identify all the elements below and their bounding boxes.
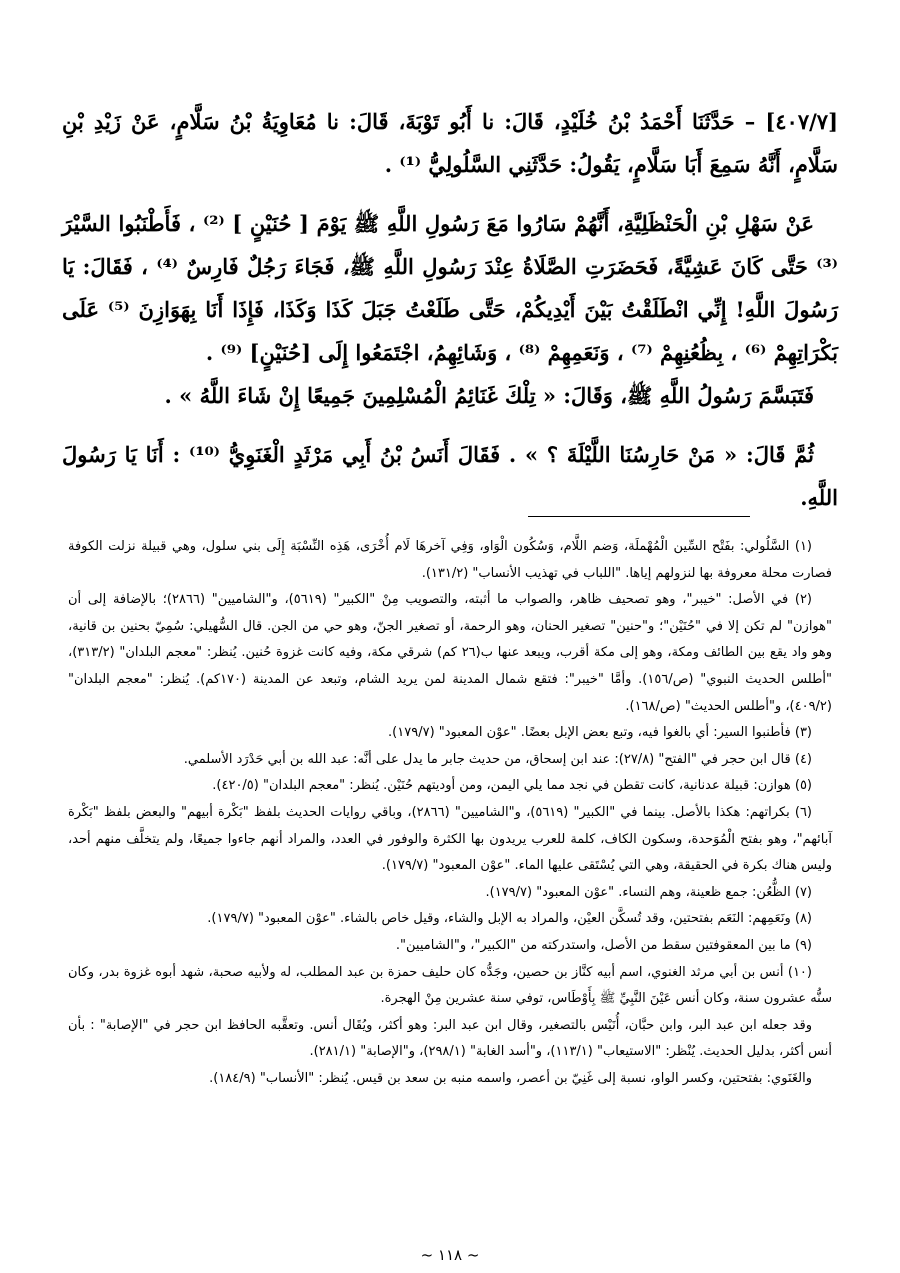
footnotes-section <box>68 534 832 1092</box>
footnote-continuation: وقد جعله ابن عبد البر، وابن حبَّان، أُنَيْس بالتصغير، وقال ابن عبد البر: وهو أكثر، ويُقَال أنس. وتعقَّبه الحافظ ابن حجر في "الإصابة" : بأن أنس أكثر، بدليل الحديث. يُنْظر: "الاستيعاب" (١١٣/١)، و"أسد الغابة" (٢٩٨/١)، و"الإصابة" (٢٨١/١). <box>68 1017 832 1060</box>
footnote: (٩) ما بين المعقوفتين سقط من الأصل، واستدركته من "الكبير"، و"الشاميين". <box>395 937 812 953</box>
page-number: ~ ١١٨ ~ <box>420 1246 480 1264</box>
footnote: (٧) الظُّعُن: جمع ظعينة، وهم النساء. "عوْن المعبود" (١٧٩/٧). <box>485 884 812 900</box>
footnote: (٦) بكراتهم: هكذا بالأصل. بينما في "الكبير" (٥٦١٩)، و"الشاميين" (٢٨٦٦)، وباقي روايات الحديث بلفظ "بَكْرة أبيهم" والبعض بلفظ "بَكْرة آبائهم"، وهو بفتح الْمُوَحدة، وسكون الكاف، كلمة للعرب يريدون بها الكثرة والوفور في العدد، والمراد أنهم جاءوا جميعًا، ولم يتخلَّف منهم أحد، وليس هناك بكرة في الحقيقة، وهي التي يُسْتَقى عليها الماء. "عوْن المعبود" (١٧٩/٧). <box>68 804 832 874</box>
footnote-continuation: والغَنَوي: بفتحتين، وكسر الواو، نسبة إلى غَنِيّ بن أعصر، واسمه منبه بن سعد بن قيس. يُنظر: "الأنساب" (١٨٤/٩). <box>209 1070 812 1086</box>
footnote: (٤) قال ابن حجر في "الفتح" (٢٧/٨): عند ابن إسحاق، من حديث جابر ما يدل على أنَّه: عبد الله بن أبي حَدْرَد الأسلمي. <box>183 751 812 767</box>
hadith-matn-paragraph: عَنْ سَهْلِ بْنِ الْحَنْظَلِيَّةِ، أَنَّهُمْ سَارُوا مَعَ رَسُولِ اللَّهِ ﷺ يَوْمَ [ حُنَيْنٍ ] ⁽²⁾ ، فَأَطْنَبُوا السَّيْرَ ⁽³⁾ حَتَّى كَانَ عَشِيَّةً، فَحَضَرَتِ الصَّلَاةُ عِنْدَ رَسُولِ اللَّهِ ﷺ، فَجَاءَ رَجُلٌ فَارِسٌ ⁽⁴⁾ ، فَقَالَ: يَا رَسُولَ اللَّهِ! إِنِّي انْطَلَقْتُ بَيْنَ أَيْدِيكُمْ، حَتَّى طَلَعْتُ جَبَلَ كَذَا وَكَذَا، فَإِذَا أَنَا بِهَوَازِنَ ⁽⁵⁾ عَلَى بَكْرَاتِهِمْ ⁽⁶⁾ ، بِظُعُنِهِمْ ⁽⁷⁾ ، وَنَعَمِهِمْ ⁽⁸⁾ ، وَشَائِهِمُ، اجْتَمَعُوا إِلَى [حُنَيْنٍ] ⁽⁹⁾ . <box>62 211 838 365</box>
footnote: (٥) هوازن: قبيلة عدنانية، كانت تقطن في نجد مما يلي اليمن، ومن أوديتهم حُنَيْن. يُنظر: "معجم البلدان" (٤٢٠/٥). <box>212 778 812 794</box>
footnote-separator <box>528 516 750 517</box>
hadith-matn-paragraph: فَتَبَسَّمَ رَسُولُ اللَّهِ ﷺ، وَقَالَ: « تِلْكَ غَنَائِمُ الْمُسْلِمِينَ جَمِيعًا إِنْ شَاءَ اللَّهُ » . <box>164 383 814 408</box>
footnote: (١٠) أنس بن أبي مرثد الغنوي، اسم أبيه كنَّاز بن حصين، وجَدُّه كان حليف حمزة بن عبد المطلب، له ولأبيه صحبة، شهد أبوه غزوة بدر، وكان سنُّه عشرون سنة، وكان أنس عَيْنَ النَّبِيِّ ﷺ بِأَوْطَاس، توفي سنة عشرين مِنْ الهجرة. <box>68 964 832 1007</box>
hadith-isnad: [٤٠٧/٧] – حَدَّثَنَا أَحْمَدُ بْنُ خُلَيْدٍ، قَالَ: نا أَبُو تَوْبَةَ، قَالَ: نا مُعَاوِيَةُ بْنُ سَلَّامٍ، عَنْ زَيْدِ بْنِ سَلَّامٍ، أَنَّهُ سَمِعَ أَبَا سَلَّامٍ، يَقُولُ: حَدَّثَنِي السَّلُولِيُّ ⁽¹⁾ . <box>62 109 838 177</box>
hadith-text <box>62 100 838 519</box>
footnote: (٢) في الأصل: "خيبر"، وهو تصحيف ظاهر، والصواب ما أثبته، والتصويب مِنْ "الكبير" (٥٦١٩)، و"الشاميين" (٢٨٦٦)؛ بالإضافة إلى أن "هوازن" لم تكن إلا في "حُنَيْن"؛ و"حنين" تصغير الحنان، وهو الرحمة، أو تصغير الجنّ، وهو حي من الجن. قال السُّهيلي: سُمِيّ بحنين بن قانية، وهو واد يقع بين الطائف ومكة، وهو إلى مكة أقرب، ويبعد عنها ب(٢٦ كم) شرقي مكة، وفيه كانت غزوة حُنين. يُنظر: "معجم البلدان" (٣١٣/٢)، "أطلس الحديث النبوي" (ص/١٥٦). وأمَّا "خيبر": فتقع شمال المدينة لمن يريد الشام، وتبعد عن المدينة (١٧٠كم). يُنظر: "معجم البلدان" (٤٠٩/٢)، و"أطلس الحديث" (ص/١٦٨). <box>68 592 833 714</box>
hadith-matn-paragraph: ثُمَّ قَالَ: « مَنْ حَارِسُنَا اللَّيْلَةَ ؟ » . فَقَالَ أَنَسُ بْنُ أَبِي مَرْثَدٍ الْغَنَوِيُّ ⁽¹⁰⁾ : أَنَا يَا رَسُولَ اللَّهِ. <box>62 442 838 510</box>
footnote: (١) السَّلُولي: بفَتْح السِّين الْمُهْملَة، وَضم اللَّام، وَسُكُون الْوَاو، وَفِي آخرهَا لَام أُخْرَى، هَذِه النِّسْبَة إِلَى بني سلول، وهي قبيلة نزلت الكوفة فصارت محلة معروفة بها لنزولهم إياها. "اللباب في تهذيب الأنساب" (١٣١/٢). <box>68 539 832 581</box>
footnote: (٣) فأطنبوا السير: أي بالغوا فيه، وتبع بعض الإبل بعضًا. "عوْن المعبود" (١٧٩/٧). <box>388 725 812 741</box>
footnote: (٨) ونَعَمِهم: النَعَم بفتحتين، وقد تُسكَّن العيْن، والمراد به الإبل والشاء، وقيل خاص بالشاء. "عوْن المعبود" (١٧٩/٧). <box>207 911 812 927</box>
